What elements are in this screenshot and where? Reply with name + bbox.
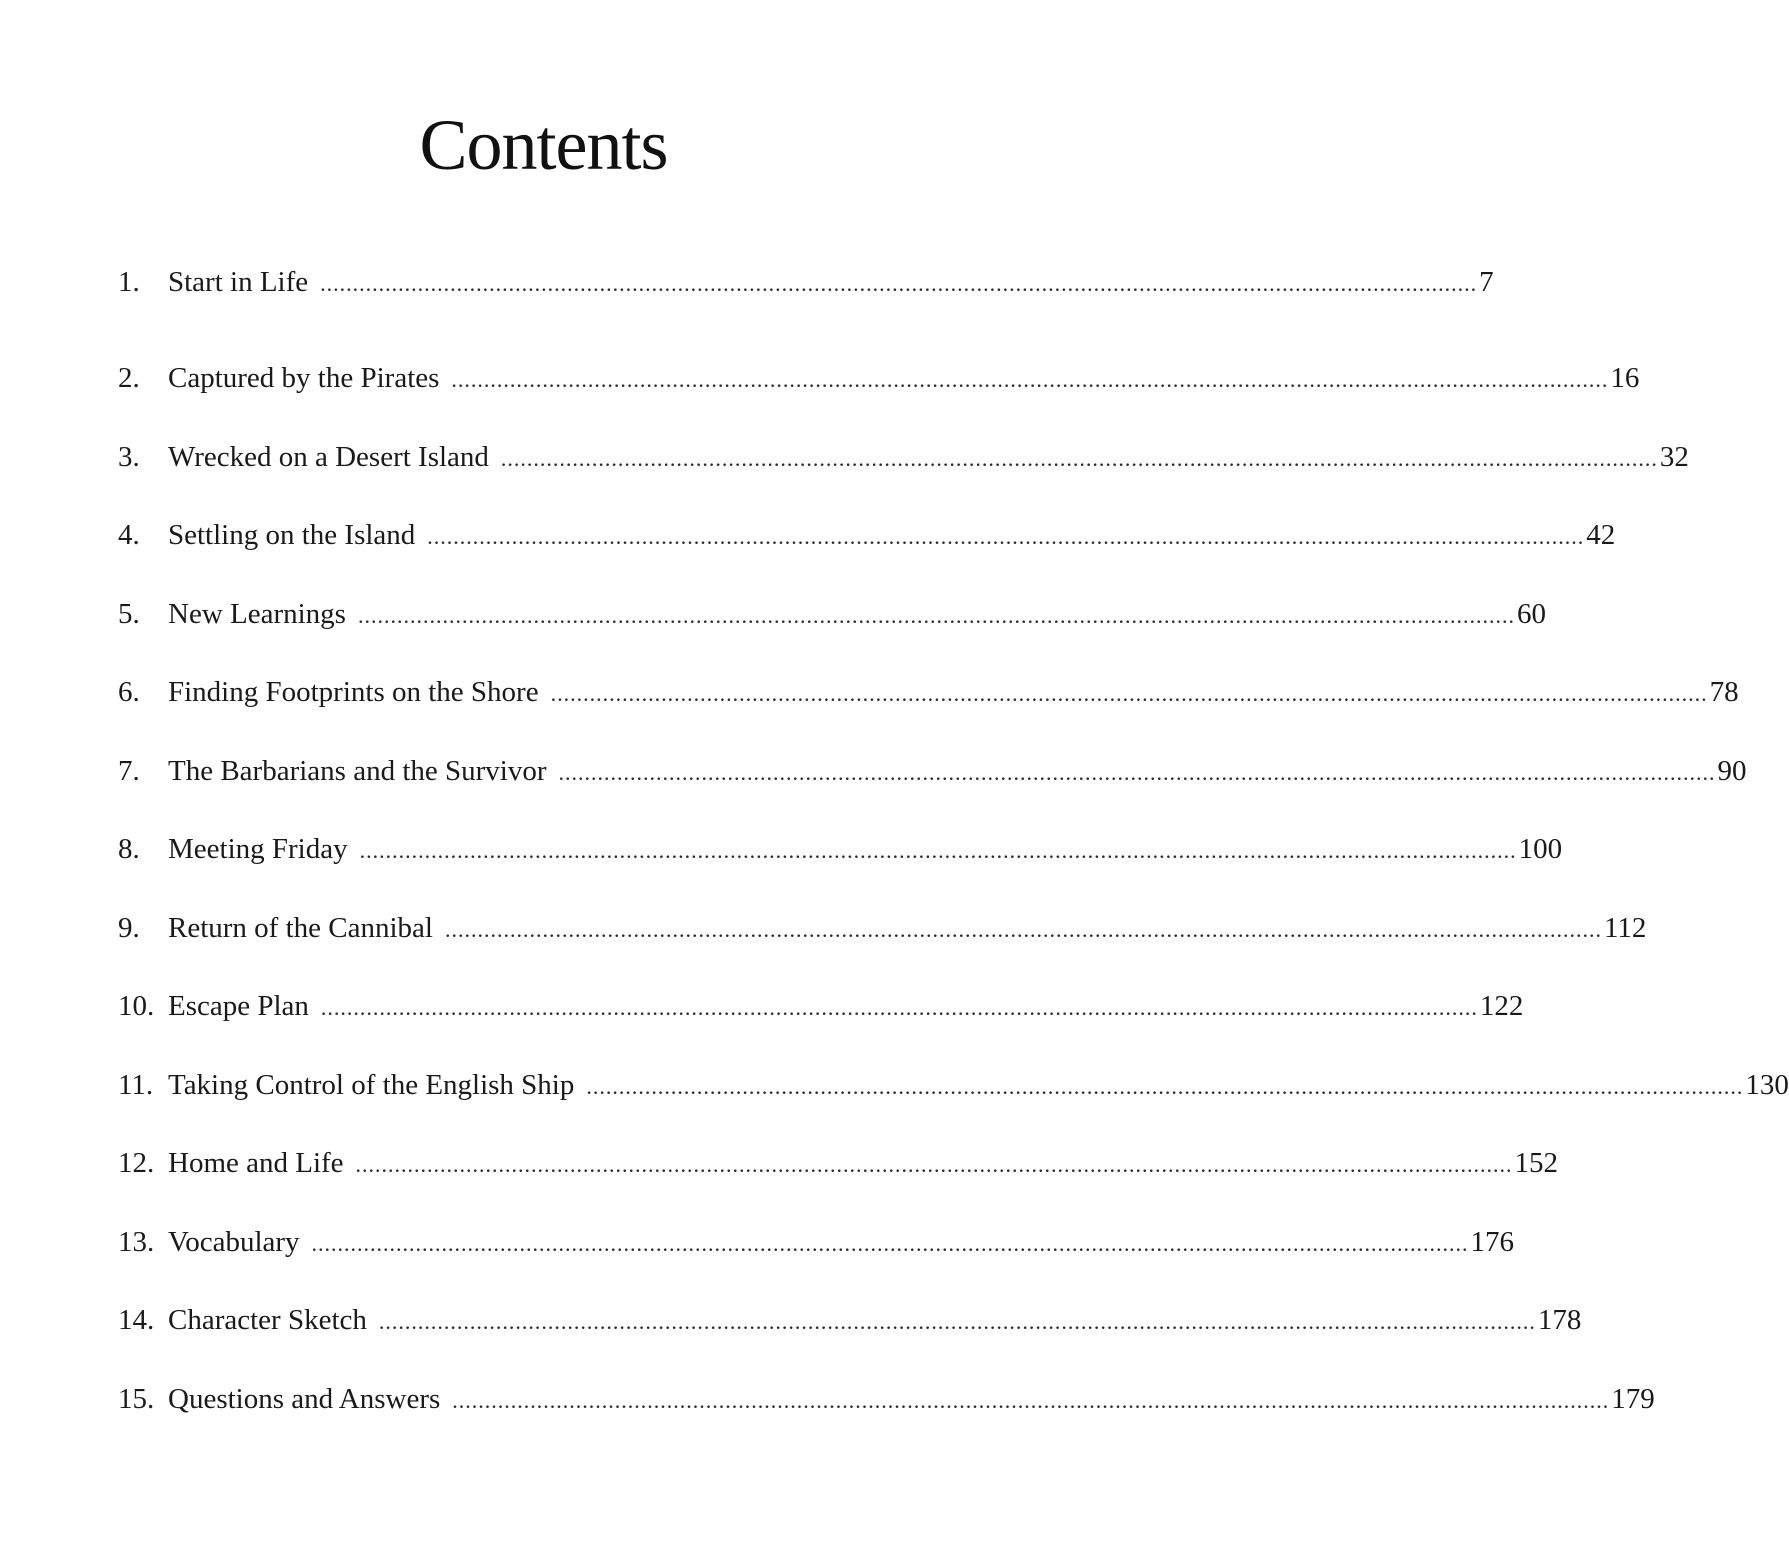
- chapter-number: 3.: [118, 441, 140, 473]
- dot-leader: ..................................................................................................................................................................................: [359, 838, 1517, 863]
- toc-entry[interactable]: [118, 672, 1739, 712]
- chapter-title: Home and Life: [168, 1147, 344, 1179]
- dot-leader: ..................................................................................................................................................................................: [311, 1231, 1469, 1256]
- chapter-title: Vocabulary: [168, 1226, 300, 1258]
- chapter-number: 6.: [118, 676, 140, 708]
- dot-leader: ..................................................................................................................................................................................: [452, 1388, 1610, 1413]
- toc-entry[interactable]: [118, 515, 1616, 555]
- toc-entry[interactable]: [118, 1065, 1789, 1105]
- chapter-title: Meeting Friday: [168, 833, 348, 865]
- chapter-title: Captured by the Pirates: [168, 362, 440, 394]
- chapter-number: 14.: [118, 1304, 155, 1336]
- page-number: 90: [1717, 755, 1747, 787]
- dot-leader: ..................................................................................................................................................................................: [451, 367, 1609, 392]
- toc-entry[interactable]: [118, 908, 1647, 948]
- page-number: 130: [1745, 1069, 1789, 1101]
- chapter-title: Wrecked on a Desert Island: [168, 441, 489, 473]
- chapter-title: Finding Footprints on the Shore: [168, 676, 539, 708]
- chapter-number: 2.: [118, 362, 140, 394]
- chapter-number: 1.: [118, 266, 140, 298]
- dot-leader: ..................................................................................................................................................................................: [586, 1074, 1744, 1099]
- dot-leader: ..................................................................................................................................................................................: [500, 446, 1658, 471]
- toc-entry[interactable]: [118, 1143, 1559, 1183]
- page-number: 32: [1659, 441, 1689, 473]
- page-number: 112: [1603, 912, 1647, 944]
- page-number: 16: [1610, 362, 1640, 394]
- chapter-number: 12.: [118, 1147, 155, 1179]
- toc-entry[interactable]: [118, 594, 1546, 634]
- toc-entry[interactable]: [118, 986, 1524, 1026]
- toc-entry[interactable]: [118, 437, 1689, 477]
- dot-leader: ..................................................................................................................................................................................: [550, 681, 1708, 706]
- dot-leader: ..................................................................................................................................................................................: [357, 603, 1515, 628]
- dot-leader: ..................................................................................................................................................................................: [355, 1152, 1513, 1177]
- chapter-title: Return of the Cannibal: [168, 912, 433, 944]
- page-number: 78: [1709, 676, 1739, 708]
- dot-leader: ..................................................................................................................................................................................: [427, 524, 1585, 549]
- chapter-title: New Learnings: [168, 598, 346, 630]
- page-title: Contents: [419, 105, 668, 185]
- toc-entry[interactable]: [118, 1379, 1655, 1419]
- page-number: 122: [1479, 990, 1524, 1022]
- dot-leader: ..................................................................................................................................................................................: [378, 1309, 1536, 1334]
- chapter-number: 13.: [118, 1226, 155, 1258]
- chapter-title: Settling on the Island: [168, 519, 416, 551]
- page-number: 152: [1514, 1147, 1559, 1179]
- chapter-number: 10.: [118, 990, 155, 1022]
- page-number: 176: [1470, 1226, 1515, 1258]
- chapter-number: 15.: [118, 1383, 155, 1415]
- toc-entry[interactable]: [118, 358, 1640, 398]
- toc-entry[interactable]: [118, 262, 1494, 302]
- chapter-number: 5.: [118, 598, 140, 630]
- dot-leader: ..................................................................................................................................................................................: [444, 917, 1602, 942]
- chapter-title: Start in Life: [168, 266, 309, 298]
- page-number: 7: [1479, 266, 1494, 298]
- chapter-title: Questions and Answers: [168, 1383, 441, 1415]
- toc-entry[interactable]: [118, 751, 1747, 791]
- toc-entry[interactable]: [118, 829, 1563, 869]
- page-number: 42: [1586, 519, 1616, 551]
- chapter-number: 7.: [118, 755, 140, 787]
- chapter-number: 11.: [118, 1069, 154, 1101]
- dot-leader: ..................................................................................................................................................................................: [320, 271, 1478, 296]
- chapter-number: 4.: [118, 519, 140, 551]
- page-number: 60: [1516, 598, 1546, 630]
- page-number: 179: [1611, 1383, 1655, 1415]
- page-number: 178: [1537, 1304, 1582, 1336]
- dot-leader: ..................................................................................................................................................................................: [558, 760, 1716, 785]
- toc-entry[interactable]: [118, 1300, 1582, 1340]
- page-number: 100: [1518, 833, 1563, 865]
- chapter-title: The Barbarians and the Survivor: [168, 755, 547, 787]
- chapter-title: Taking Control of the English Ship: [168, 1069, 575, 1101]
- toc-entry[interactable]: [118, 1222, 1515, 1262]
- chapter-title: Character Sketch: [168, 1304, 367, 1336]
- chapter-title: Escape Plan: [168, 990, 309, 1022]
- chapter-number: 9.: [118, 912, 140, 944]
- dot-leader: ..................................................................................................................................................................................: [320, 995, 1478, 1020]
- chapter-number: 8.: [118, 833, 140, 865]
